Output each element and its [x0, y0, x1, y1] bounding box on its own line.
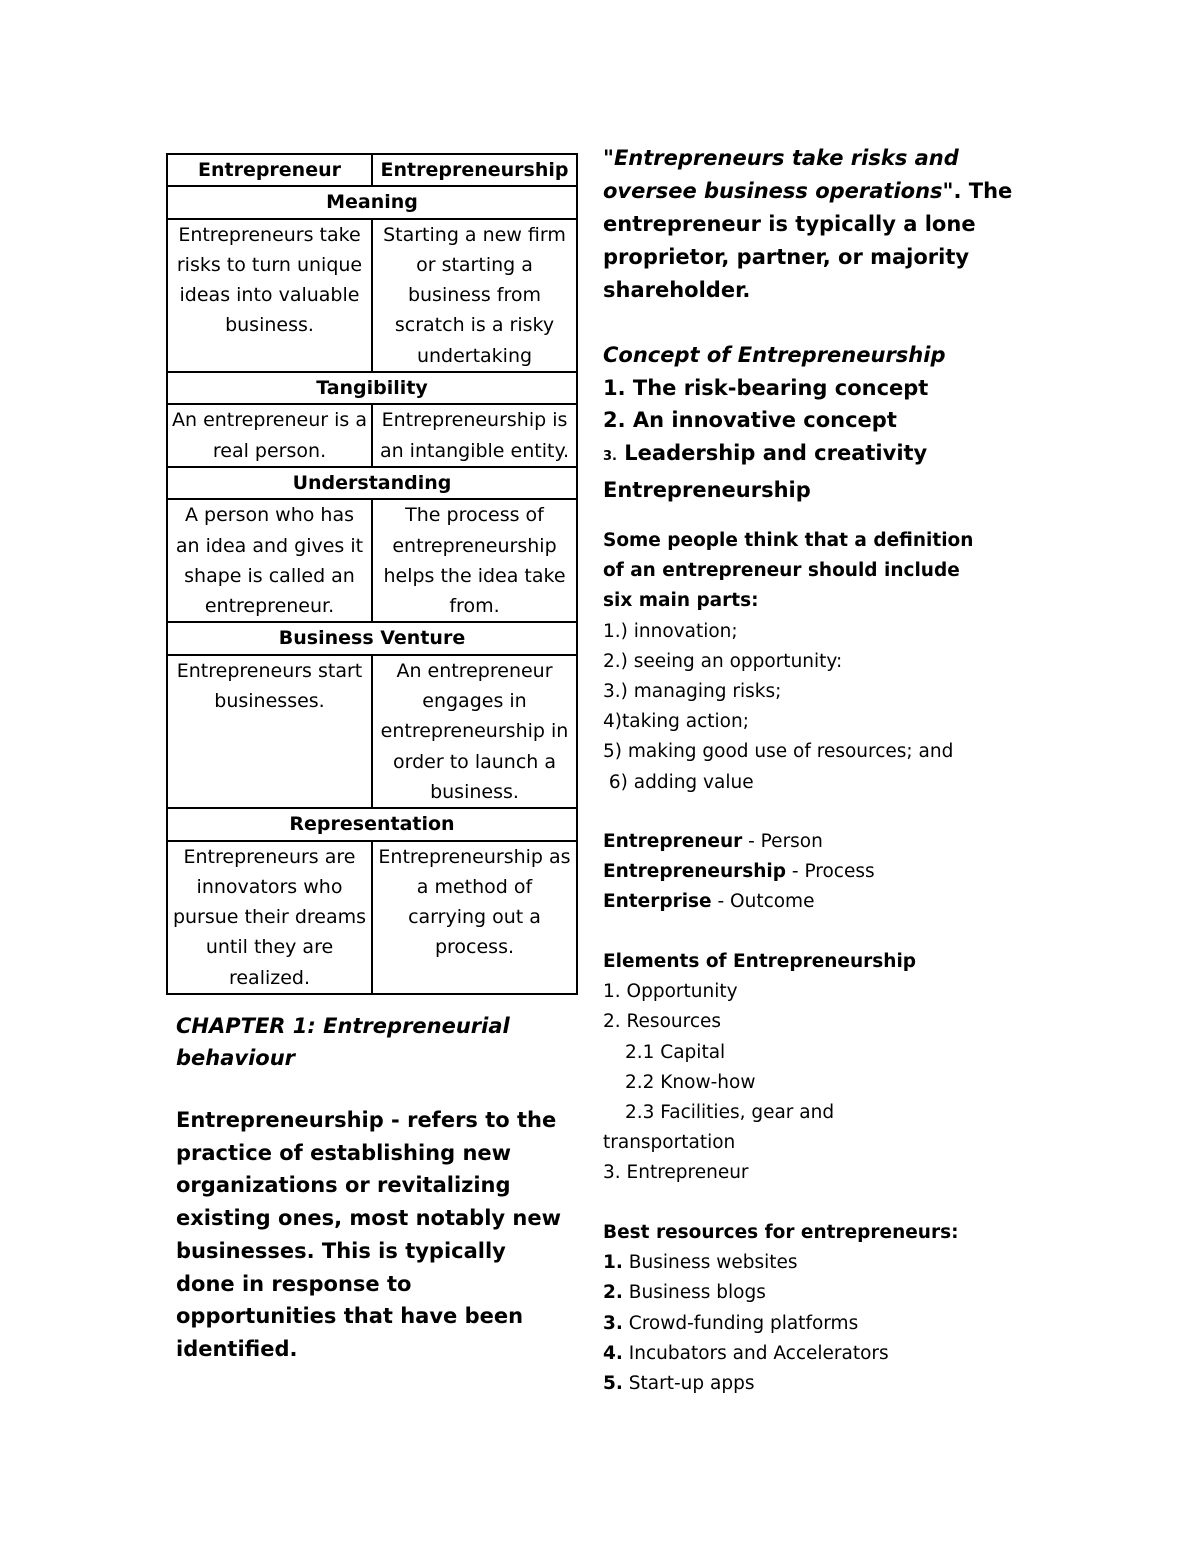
- trio-item: [603, 887, 1013, 917]
- list-item: 2.) seeing an opportunity:: [603, 650, 843, 672]
- comparison-table: [166, 153, 578, 995]
- item-text: Leadership and creativity Entrepreneurship: [603, 441, 928, 502]
- cell-entrepreneur: An entrepreneur is a real person.: [167, 404, 372, 467]
- item-number: 1.: [603, 375, 626, 400]
- header-entrepreneur: Entrepreneur: [167, 154, 372, 186]
- section-business-venture: Business Venture: [167, 622, 577, 654]
- list-item: [603, 404, 1013, 437]
- section-understanding: Understanding: [167, 467, 577, 499]
- table-row: [167, 841, 577, 994]
- item-number: 4.: [603, 1342, 623, 1364]
- trio-item: [603, 857, 1013, 887]
- chapter-heading: CHAPTER 1: Entrepreneurial behaviour: [176, 1014, 510, 1070]
- item-number: 2.: [603, 1282, 623, 1304]
- list-item: transportation: [603, 1132, 736, 1154]
- trio-desc: - Person: [742, 831, 823, 852]
- trio-desc: - Outcome: [711, 891, 815, 913]
- trio-term: Entrepreneurship: [603, 861, 787, 883]
- elements-section: [603, 947, 1013, 1189]
- list-item: 2.2 Know-how: [625, 1071, 756, 1093]
- item-text: Start-up apps: [622, 1373, 755, 1395]
- trio-term: Entrepreneur: [603, 831, 743, 852]
- section-row: [167, 372, 577, 404]
- list-item: 1. Opportunity: [603, 981, 738, 1003]
- list-item: 1.) innovation;: [603, 620, 738, 642]
- item-text: Crowd-funding platforms: [622, 1312, 859, 1334]
- list-item: [603, 372, 1013, 405]
- cell-entrepreneur: Entrepreneurs take risks to turn unique ideas into valuable business.: [167, 219, 372, 372]
- item-text: Business websites: [622, 1252, 798, 1274]
- concept-section: [603, 339, 1013, 507]
- parts-section: [603, 526, 1013, 798]
- list-item: 4)taking action;: [603, 711, 749, 733]
- list-item: [603, 437, 933, 506]
- item-text: The risk-bearing concept: [625, 375, 929, 400]
- quote-paragraph: [603, 142, 1013, 307]
- section-representation: Representation: [167, 808, 577, 840]
- cell-entrepreneur: Entrepreneurs are innovators who pursue their dreams until they are realized.: [167, 841, 372, 994]
- parts-heading: Some people think that a definition of an entrepreneur should include six main parts:: [603, 530, 974, 612]
- item-number: 1.: [603, 1252, 623, 1274]
- list-item: 3.) managing risks;: [603, 681, 782, 703]
- table-row: [167, 655, 577, 808]
- item-number: 2.: [603, 408, 626, 433]
- list-item: 2. Resources: [603, 1011, 722, 1033]
- cell-entrepreneur: Entrepreneurs start businesses.: [167, 655, 372, 808]
- quote-text: "Entrepreneurs take risks and oversee business operations": [603, 146, 959, 203]
- table-row: [167, 499, 577, 622]
- concept-heading: Concept of Entrepreneurship: [603, 343, 946, 367]
- item-text: Business blogs: [622, 1282, 766, 1304]
- list-item: [603, 1278, 1013, 1308]
- list-item: [603, 1339, 1013, 1369]
- list-item: [603, 1369, 1013, 1399]
- cell-entrepreneurship: Starting a new firm or starting a business from scratch is a risky undertaking: [372, 219, 577, 372]
- item-text: An innovative concept: [625, 408, 897, 433]
- section-row: [167, 622, 577, 654]
- trio-desc: - Process: [786, 861, 875, 883]
- list-item: 6) adding value: [603, 771, 754, 793]
- elements-heading: Elements of Entrepreneurship: [603, 951, 917, 972]
- header-entrepreneurship: Entrepreneurship: [372, 154, 577, 186]
- cell-entrepreneurship: Entrepreneurship is an intangible entity.: [372, 404, 577, 467]
- resources-section: [603, 1218, 1013, 1399]
- cell-entrepreneur: A person who has an idea and gives it shape is called an entrepreneur.: [167, 499, 372, 622]
- item-number: 3.: [603, 449, 617, 465]
- item-number: 5.: [603, 1373, 623, 1395]
- resources-heading: Best resources for entrepreneurs:: [603, 1222, 959, 1243]
- list-item: [603, 1309, 1013, 1339]
- cell-entrepreneurship: An entrepreneur engages in entrepreneurship in order to launch a business.: [372, 655, 577, 808]
- list-item: 5) making good use of resources; and: [603, 741, 954, 763]
- trio-section: [603, 827, 1013, 918]
- item-text: Incubators and Accelerators: [622, 1342, 889, 1364]
- list-item: 2.1 Capital: [625, 1041, 726, 1063]
- section-row: [167, 467, 577, 499]
- section-row: [167, 808, 577, 840]
- section-tangibility: Tangibility: [167, 372, 577, 404]
- trio-item: [603, 827, 1013, 857]
- item-number: 3.: [603, 1312, 623, 1334]
- section-meaning: Meaning: [167, 186, 577, 218]
- list-item: 2.3 Facilities, gear and: [625, 1102, 835, 1124]
- table-header-row: [167, 154, 577, 186]
- quote-rest: . The entrepreneur is typically a lone proprietor, partner, or majority shareholder.: [603, 179, 1013, 302]
- definition-text: - refers to the practice of establishing new organizations or revitalizing existing ones, most notably new businesses. This is typically done in response to opportunities that have been identified.: [176, 1108, 561, 1361]
- table-row: [167, 404, 577, 467]
- list-item: 3. Entrepreneur: [603, 1162, 749, 1184]
- definition-term: Entrepreneurship: [176, 1108, 384, 1132]
- cell-entrepreneurship: The process of entrepreneurship helps the idea take from.: [372, 499, 577, 622]
- cell-entrepreneurship: Entrepreneurship as a method of carrying out a process.: [372, 841, 577, 994]
- definition-paragraph: [176, 1104, 571, 1366]
- list-item: [603, 1248, 1013, 1278]
- section-row: [167, 186, 577, 218]
- table-row: [167, 219, 577, 372]
- trio-term: Enterprise: [603, 891, 712, 913]
